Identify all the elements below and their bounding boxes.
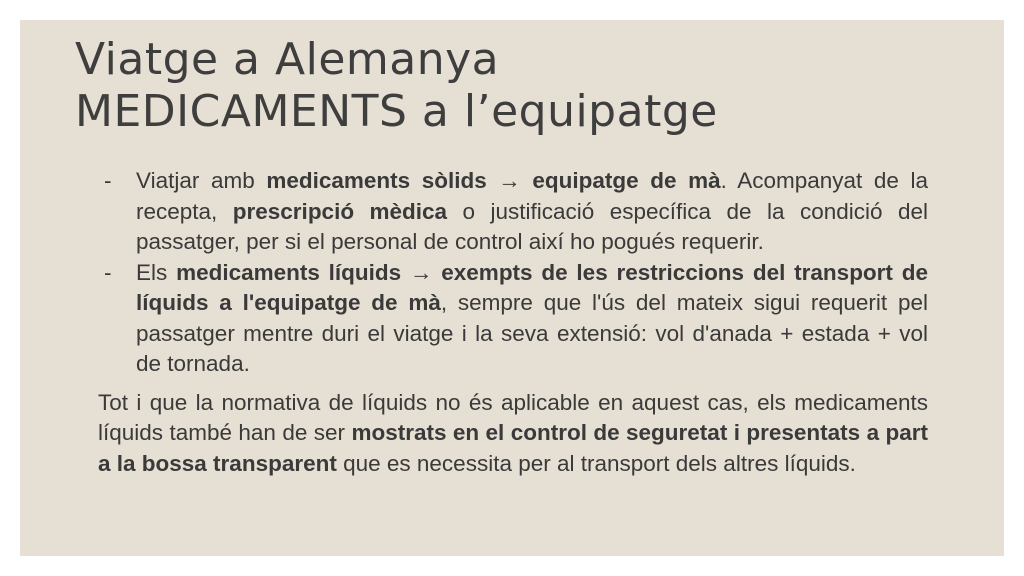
slide xyxy=(20,20,1004,556)
bullet-list xyxy=(98,166,928,380)
paragraph-text: Tot i que la normativa de líquids no és aplicable en aquest cas, els medicaments líquids també han de ser xyxy=(98,389,928,445)
bullet-item-liquid-medication xyxy=(98,258,928,380)
bullet-text: o justificació específica de la condició del passatger, per si el personal de control així ho pogués requerir. xyxy=(136,198,929,254)
slide-title-line-1: Viatge a Alemanya xyxy=(75,34,500,85)
slide-title-line-2: MEDICAMENTS a l’equipatge xyxy=(75,86,718,137)
bullet-text: , sempre que l'ús del mateix sigui requerit pel passatger mentre duri el viatge i la seva extensió: vol d'anada + estada + vol de tornada. xyxy=(136,290,928,376)
paragraph-text: que es necessita per al transport dels altres líquids. xyxy=(336,450,856,476)
slide-body xyxy=(98,166,928,479)
bullet-text: . Acompanyat de la recepta, xyxy=(136,168,928,224)
bullet-dash: - xyxy=(104,259,112,285)
bullet-item-solid-medication xyxy=(98,166,928,258)
closing-paragraph xyxy=(98,388,928,480)
bullet-text: Els xyxy=(136,259,177,285)
bullet-emphasis: prescripció mèdica xyxy=(232,198,448,224)
bullet-dash: - xyxy=(104,168,112,193)
bullet-emphasis: medicaments líquids → exempts de les restriccions del transport de líquids a l'equipatge de mà xyxy=(136,259,928,315)
bullet-emphasis: medicaments sòlids → equipatge de mà xyxy=(266,168,721,193)
bullet-text: Viatjar amb xyxy=(136,168,267,193)
slide-title xyxy=(75,34,718,138)
paragraph-emphasis: mostrats en el control de seguretat i presentats a part a la bossa transparent xyxy=(98,420,929,476)
